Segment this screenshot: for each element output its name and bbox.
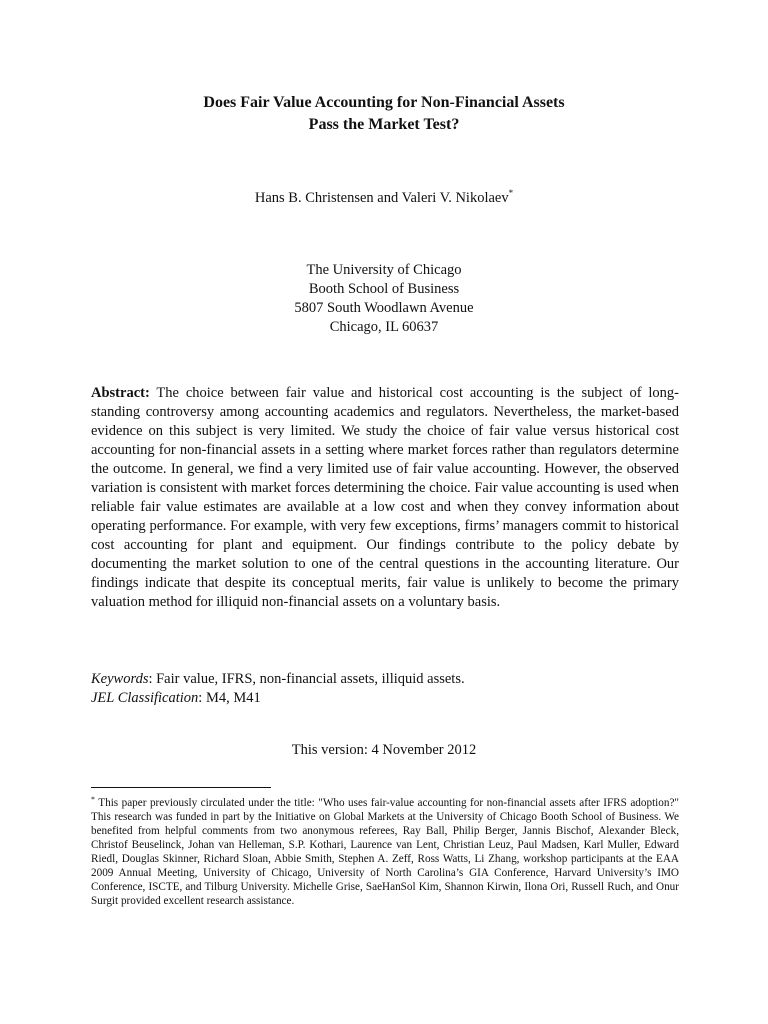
keywords-line: [91, 670, 679, 689]
version-date: This version: 4 November 2012: [291, 742, 477, 758]
affiliation-line-2: Booth School of Business: [308, 281, 460, 297]
author-line: [0, 188, 768, 208]
affiliation-line-4: Chicago, IL 60637: [329, 319, 439, 335]
abstract-text: The choice between fair value and historical cost accounting is the subject of long-standing controversy among accounting academics and regulators. Nevertheless, the market-based evidence on this subject is very limited. We study the choice of fair value versus historical cost accounting for non-financial assets in a setting where market forces rather than regulators determine the outcome. In general, we find a very limited use of fair value accounting. However, the observed variation is consistent with market forces determining the choice. Fair value accounting is used when reliable fair value estimates are available at a low cost and when they convey information about operating performance. For example, with very few exceptions, firms’ managers commit to historical cost accounting for plant and equipment. Our findings contribute to the policy debate by documenting the market solution to one of the central questions in the accounting literature. Our findings indicate that despite its conceptual merits, fair value is unlikely to become the primary valuation method for illiquid non-financial assets on a voluntary basis.: [91, 385, 679, 610]
author-names: Hans B. Christensen and Valeri V. Nikolaev: [254, 190, 509, 206]
footnote-divider: [91, 787, 271, 788]
paper-title: [0, 92, 768, 136]
title-line-1: Does Fair Value Accounting for Non-Financial Assets: [203, 94, 565, 111]
affiliation-block: [0, 261, 768, 337]
jel-label: JEL Classification: [91, 690, 199, 706]
abstract-paragraph: [91, 384, 679, 612]
keywords-label: Keywords: [91, 671, 149, 687]
affiliation-line-3: 5807 South Woodlawn Avenue: [294, 300, 474, 316]
title-line-2: Pass the Market Test?: [308, 116, 460, 133]
affiliation-line-1: The University of Chicago: [306, 262, 462, 278]
keywords-text: : Fair value, IFRS, non-financial assets, illiquid assets.: [148, 671, 465, 687]
footnote: [91, 796, 679, 908]
footnote-text: This paper previously circulated under the title: "Who uses fair-value accounting for non-financial assets after IFRS adoption?" This research was funded in part by the Initiative on Global Markets at the University of Chicago Booth School of Business. We benefited from helpful comments from two anonymous referees, Ray Ball, Philip Berger, Jannis Bischof, Alexander Bleck, Christof Beuselinck, Johan van Helleman, S.P. Kothari, Laurence van Lent, Christian Leuz, Paul Madsen, Karl Muller, Edward Riedl, Douglas Skinner, Richard Sloan, Abbie Smith, Stephen A. Zeff, Ross Watts, Li Zhang, workshop participants at the EAA 2009 Annual Meeting, University of Chicago, University of North Carolina’s GIA Conference, Harvard University’s IMO Conference, ISCTE, and Tilburg University. Michelle Grise, SaeHanSol Kim, Shannon Kirwin, Ilona Ori, Russell Ruch, and Onur Surgit provided excellent research assistance.: [91, 797, 679, 907]
abstract-label: Abstract:: [91, 385, 150, 401]
keywords-block: [91, 670, 679, 708]
jel-line: [91, 689, 679, 708]
author-footnote-marker: *: [508, 188, 514, 198]
footnote-marker: *: [91, 795, 95, 804]
jel-text: : M4, M41: [198, 690, 261, 706]
